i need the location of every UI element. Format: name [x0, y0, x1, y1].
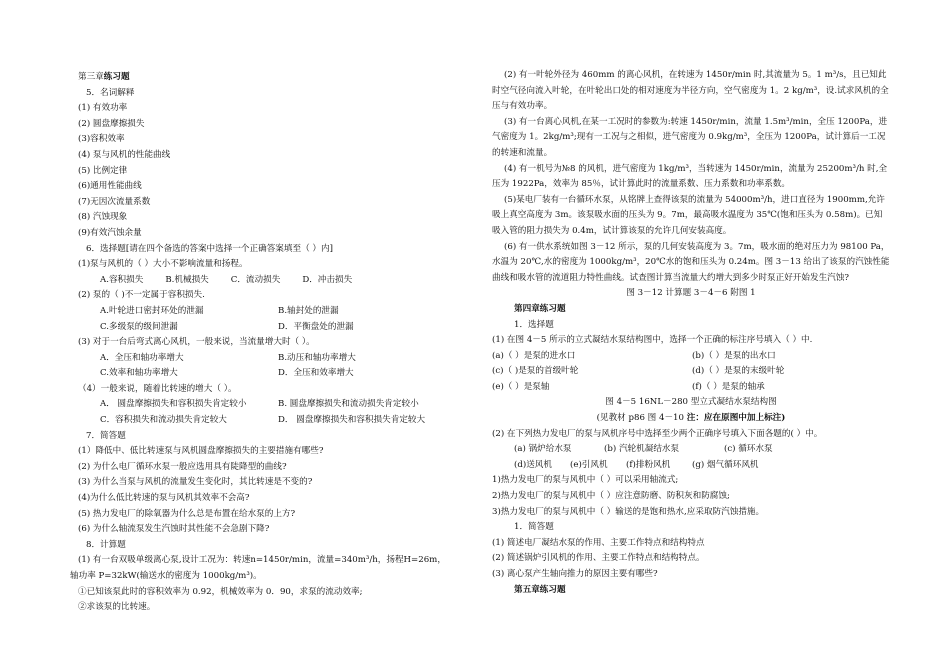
- section-calculation-heading: 8．计算题: [86, 539, 126, 550]
- option: B. 圆盘摩擦损失和流动损失肯定较小: [278, 399, 419, 410]
- right-column: [492, 68, 890, 598]
- term-item: (5) 比例定律: [78, 165, 128, 176]
- option: B.机械损失: [165, 274, 209, 285]
- short-answer-item: (3) 离心泵产生轴向推力的原因主要有哪些?: [492, 569, 658, 579]
- term-item: (9)有效汽蚀余量: [78, 227, 142, 238]
- option: C．容积损失和流动损失肯定较大: [100, 415, 227, 426]
- calculation-subitem: ①已知该泵此时的容积效率为 0.92，机械效率为 0．90，求泵的流动效率;: [78, 586, 363, 597]
- left-column: [70, 70, 476, 616]
- option: (c)（ )是泵的首级叶轮: [492, 366, 579, 377]
- option: D．平衡盘处的泄漏: [278, 321, 354, 332]
- option: D． 圆盘摩擦损失和容积损失肯定较大: [278, 415, 426, 426]
- term-item: (3)容积效率: [78, 134, 125, 145]
- short-answer-item: (5) 热力发电厂的除氧器为什么总是布置在给水泵的上方?: [78, 508, 296, 519]
- option: B.动压和轴功率增大: [278, 352, 356, 363]
- short-answer-item: (2) 为什么电厂循环水泵一般应选用具有陡降型的曲线?: [78, 461, 287, 472]
- choice-question: (1)泵与风机的（ ）大小不影响流量和扬程。: [78, 259, 248, 270]
- option: A.容积损失: [100, 274, 144, 285]
- section-terms-heading: 5．名词解释: [86, 87, 135, 98]
- choice-options: [492, 458, 890, 474]
- choice-options: [78, 304, 476, 320]
- choice-options: [78, 351, 476, 367]
- fill-item: 1)热力发电厂的泵与风机中（ ）可以采用轴流式;: [492, 475, 679, 486]
- option: (f)（ ）是泵的轴承: [692, 381, 765, 392]
- term-item: (8) 汽蚀现象: [78, 212, 128, 223]
- choice-options: [78, 366, 476, 382]
- option: C.效率和轴功率增大: [100, 368, 178, 379]
- chapter-3-title: 第三章练习题: [78, 72, 130, 82]
- figure-caption: 图 3－12 计算题 3－4－6 附图 1: [626, 288, 756, 299]
- option: (c) 循环水泵: [724, 444, 773, 455]
- option: A．全压和轴功率增大: [100, 352, 184, 363]
- option: D．全压和效率增大: [278, 368, 354, 379]
- option: (f)排粉风机: [626, 459, 671, 470]
- choice-options: [78, 273, 476, 289]
- chapter-5-title: 第五章练习题: [514, 584, 566, 595]
- option: (e)引风机: [570, 459, 608, 470]
- choice-options: [492, 380, 890, 396]
- choice-options: [78, 320, 476, 336]
- option: B.轴封处的泄漏: [278, 305, 339, 316]
- choice-question: (1) 在图 4－5 所示的立式凝结水泵结构图中，选择一个正确的标注序号填入（ ）中.: [492, 335, 813, 346]
- fill-item: 2)热力发电厂的泵与风机中（ ）应注意防磨、防积灰和防腐蚀;: [492, 491, 730, 502]
- calculation-item-cont: 轴功率 P=32kW(输送水的密度为 1000kg/m³)。: [70, 571, 262, 581]
- option: (a) 锅炉给水泵: [514, 444, 572, 455]
- choice-question: （4）一般来说，随着比转速的增大（ ）。: [78, 383, 237, 394]
- choice-question: (3) 对于一台后弯式离心风机，一般来说，当流量增大时（ ）。: [78, 337, 315, 348]
- calculation-item: (4) 有一机号为№8 的风机，进气密度为 1kg/m³，当转速为 1450r/min，流量为 25200m³/h 时,全压为 1922Pa，效率为 85％，试计算此时的流量系数、压力系数和功率系数。: [492, 163, 888, 190]
- term-item: (2) 圆盘摩擦损失: [78, 118, 145, 129]
- short-answer-item: (4)为什么低比转速的泵与风机其效率不会高?: [78, 493, 250, 504]
- choice-question: (2) 泵的（ )不一定属于容积损失.: [78, 290, 205, 301]
- figure-caption: 图 4－5 16NL－280 型立式凝结水泵结构图: [605, 397, 777, 408]
- choice-options: [492, 442, 890, 458]
- calculation-subitem: ②求该泵的比转速。: [78, 602, 156, 613]
- calculation-item: (3) 有一台离心风机,在某一工况时的参数为:转速 1450r/min，流量 1.5m³/min，全压 1200Pa，进气密度为 1。2kg/m³;现有一工况与之相似，进气密度为 0.9kg/m³，全压为 1200Pa，试计算后一工况的转速和流量。: [492, 116, 888, 158]
- option: C.多级泵的级间泄漏: [100, 321, 178, 332]
- option: (d)送风机: [514, 459, 552, 470]
- term-item: (6)通用性能曲线: [78, 181, 142, 192]
- choice-question: (2) 在下列热力发电厂的泵与风机序号中选择至少两个正确序号填入下面各题的( ）中。: [492, 428, 823, 439]
- term-item: (7)无因次流量系数: [78, 196, 151, 207]
- option: D．冲击损失: [302, 274, 353, 285]
- section-choice-heading: 1．选择题: [514, 319, 554, 330]
- option: (d)（ ）是泵的末级叶轮: [692, 366, 785, 377]
- chapter-4-title: 第四章练习题: [514, 303, 566, 314]
- short-answer-item: (1) 简述电厂凝结水泵的作用、主要工作特点和结构特点: [492, 537, 705, 548]
- option: (b)（ ）是泵的出水口: [692, 350, 776, 361]
- section-choice-heading: 6．选择题[请在四个备选的答案中选择一个正确答案填至（ ）内]: [86, 243, 333, 254]
- choice-options: [78, 413, 476, 429]
- term-item: (4) 泵与风机的性能曲线: [78, 149, 171, 160]
- calculation-item: (1) 有一台双吸单级离心泵,设计工况为：转速n=1450r/min，流量=340m³/h，扬程H=26m，: [78, 555, 446, 566]
- short-answer-item: (1）降低中、低比转速泵与风机圆盘摩擦损失的主要措施有哪些?: [78, 446, 324, 457]
- option: C．流动损失: [230, 274, 281, 285]
- short-answer-item: (6) 为什么轴流泵发生汽蚀时其性能不会急剧下降?: [78, 524, 270, 535]
- term-item: (1) 有效功率: [78, 103, 128, 114]
- option: (b) 汽轮机凝结水泵: [604, 444, 680, 455]
- figure-note: (见教材 p86 图 4－10 注：应在原图中加上标注): [596, 413, 786, 424]
- choice-options: [492, 349, 890, 365]
- fill-item: 3)热力发电厂的泵与风机中（ ）输送的是饱和热水,应采取防汽蚀措施。: [492, 506, 765, 517]
- short-answer-item: (3) 为什么当泵与风机的流量发生变化时，其比转速是不变的?: [78, 477, 313, 488]
- calculation-item: (5)某电厂装有一台循环水泵，从铭牌上查得该泵的流量为 54000m³/h，进口直径为 1900mm,允许吸上真空高度为 3m。该泵吸水面的压头为 9。7m，最高吸水温度为 35℃(饱和压头为 0.58m)。已知吸入管的阻力损失为 0.4m，试计算该泵的允许几何安装高度。: [492, 194, 885, 236]
- section-short-answer-heading: 1．简答题: [514, 522, 554, 533]
- choice-options: [78, 397, 476, 413]
- option: (g) 烟气循环风机: [692, 459, 759, 470]
- option: A.叶轮进口密封环处的泄漏: [100, 305, 204, 316]
- option: A． 圆盘摩擦损失和容积损失肯定较小: [100, 399, 247, 410]
- calculation-item: (2) 有一叶轮外径为 460mm 的离心风机，在转速为 1450r/min 时,其流量为 5。1 m³/s，且已知此时空气径向流入叶轮，在叶轮出口处的相对速度为半径方向，空气密度为 1。2 kg/m³，设.试求风机的全压与有效功率。: [492, 70, 889, 112]
- calculation-item: (6) 有一供水系统如图 3－12 所示，泵的几何安装高度为 3。7m，吸水面的绝对压力为 98100 Pa，水温为 20℃,水的密度为 1000kg/m³，20℃水的饱和压头为 0.24m。图 3－13 给出了该泵的汽蚀性能曲线和吸水管的流道阻力特性曲线。试查图计算当流量大约增大到多少时泵正好开始发生汽蚀?: [492, 241, 890, 283]
- section-short-answer-heading: 7．简答题: [86, 430, 126, 441]
- option: (a)（ ）是泵的进水口: [492, 350, 576, 361]
- option: (e)（ ）是泵轴: [492, 381, 550, 392]
- choice-options: [492, 364, 890, 380]
- short-answer-item: (2) 简述锅炉引风机的作用、主要工作特点和结构特点。: [492, 553, 705, 564]
